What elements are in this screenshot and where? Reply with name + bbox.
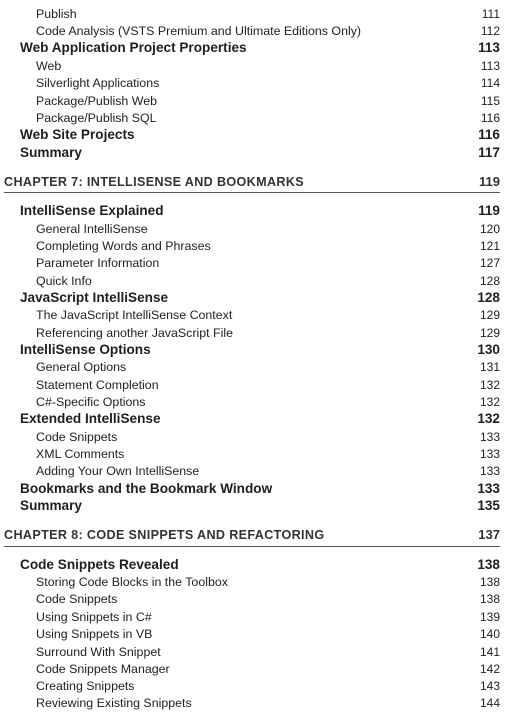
section-entry <box>0 410 506 428</box>
entry-title: Using Snippets in C# <box>36 610 152 624</box>
entry-title: Silverlight Applications <box>36 76 160 90</box>
entry-page-number: 133 <box>479 430 500 444</box>
subsection-entry <box>0 428 506 446</box>
entry-page-number: 117 <box>478 145 500 160</box>
subsection-entry <box>0 272 506 290</box>
entry-page-number: 116 <box>478 127 500 142</box>
entry-page-number: 113 <box>478 40 500 55</box>
section-entry <box>0 480 506 498</box>
entry-title: Using Snippets in VB <box>36 627 153 641</box>
subsection-entry <box>0 220 506 238</box>
entry-title: CHAPTER 8: CODE SNIPPETS AND REFACTORING <box>4 528 325 542</box>
section-entry <box>0 497 506 515</box>
entry-page-number: 142 <box>479 662 500 676</box>
entry-page-number: 115 <box>480 94 500 108</box>
subsection-entry <box>0 306 506 324</box>
section-entry <box>0 202 506 220</box>
subsection-entry <box>0 109 506 127</box>
subsection-entry <box>0 694 506 712</box>
entry-title: CHAPTER 7: INTELLISENSE AND BOOKMARKS <box>4 175 305 189</box>
entry-page-number: 143 <box>479 679 500 693</box>
subsection-entry <box>0 573 506 591</box>
entry-page-number: 141 <box>479 645 500 659</box>
entry-page-number: 111 <box>481 7 500 21</box>
entry-page-number: 131 <box>479 360 500 374</box>
entry-title: Publish <box>36 7 77 21</box>
entry-title: Package/Publish Web <box>36 94 157 108</box>
entry-page-number: 144 <box>479 696 500 710</box>
entry-page-number: 119 <box>479 174 500 189</box>
entry-title: Completing Words and Phrases <box>36 239 211 253</box>
entry-page-number: 133 <box>477 481 500 496</box>
section-entry <box>0 556 506 574</box>
entry-page-number: 129 <box>479 326 500 340</box>
entry-title: IntelliSense Explained <box>20 203 164 218</box>
entry-title: Extended IntelliSense <box>20 411 161 426</box>
entry-title: Statement Completion <box>36 378 159 392</box>
subsection-entry <box>0 393 506 411</box>
subsection-entry <box>0 445 506 463</box>
entry-page-number: 119 <box>478 203 500 218</box>
entry-title: IntelliSense Options <box>20 342 151 357</box>
entry-title: Code Analysis (VSTS Premium and Ultimate Editions Only) <box>36 24 362 38</box>
entry-title: Code Snippets Revealed <box>20 557 179 572</box>
entry-page-number: 128 <box>477 290 500 305</box>
subsection-entry <box>0 22 506 40</box>
subsection-entry <box>0 92 506 110</box>
entry-title: C#-Specific Options <box>36 395 146 409</box>
entry-title: Web Site Projects <box>20 127 135 142</box>
section-entry <box>0 341 506 359</box>
entry-page-number: 132 <box>479 395 500 409</box>
subsection-entry <box>0 590 506 608</box>
entry-title: Package/Publish SQL <box>36 111 157 125</box>
subsection-entry <box>0 5 506 23</box>
entry-title: Summary <box>20 498 82 513</box>
chapter-heading <box>0 173 506 191</box>
entry-title: Reviewing Existing Snippets <box>36 696 192 710</box>
chapter-divider <box>4 192 500 193</box>
entry-title: General Options <box>36 360 127 374</box>
entry-title: Code Snippets <box>36 430 118 444</box>
entry-title: Creating Snippets <box>36 679 135 693</box>
entry-page-number: 121 <box>479 239 500 253</box>
subsection-entry <box>0 462 506 480</box>
subsection-entry <box>0 254 506 272</box>
section-entry <box>0 126 506 144</box>
entry-page-number: 114 <box>480 76 500 90</box>
chapter-heading <box>0 526 506 544</box>
entry-title: XML Comments <box>36 447 125 461</box>
entry-page-number: 112 <box>480 24 500 38</box>
section-entry <box>0 144 506 162</box>
entry-page-number: 135 <box>477 498 500 513</box>
subsection-entry <box>0 324 506 342</box>
entry-title: JavaScript IntelliSense <box>20 290 169 305</box>
subsection-entry <box>0 74 506 92</box>
entry-title: Web <box>36 59 62 73</box>
subsection-entry <box>0 358 506 376</box>
entry-title: Storing Code Blocks in the Toolbox <box>36 575 228 589</box>
subsection-entry <box>0 608 506 626</box>
entry-title: Adding Your Own IntelliSense <box>36 464 200 478</box>
entry-title: Summary <box>20 145 82 160</box>
entry-page-number: 138 <box>479 575 500 589</box>
entry-page-number: 138 <box>477 557 500 572</box>
entry-page-number: 137 <box>478 527 500 542</box>
entry-title: Parameter Information <box>36 256 160 270</box>
entry-page-number: 113 <box>480 59 500 73</box>
entry-page-number: 128 <box>479 274 500 288</box>
entry-page-number: 132 <box>479 378 500 392</box>
entry-page-number: 129 <box>479 308 500 322</box>
entry-title: Quick Info <box>36 274 92 288</box>
entry-title: Bookmarks and the Bookmark Window <box>20 481 273 496</box>
entry-page-number: 133 <box>479 464 500 478</box>
entry-title: General IntelliSense <box>36 222 148 236</box>
entry-page-number: 140 <box>479 627 500 641</box>
entry-page-number: 130 <box>477 342 500 357</box>
subsection-entry <box>0 677 506 695</box>
entry-page-number: 133 <box>479 447 500 461</box>
subsection-entry <box>0 660 506 678</box>
entry-page-number: 138 <box>479 592 500 606</box>
subsection-entry <box>0 643 506 661</box>
entry-page-number: 116 <box>480 111 500 125</box>
section-entry <box>0 289 506 307</box>
entry-page-number: 132 <box>477 411 500 426</box>
entry-title: Web Application Project Properties <box>20 40 247 55</box>
entry-page-number: 120 <box>479 222 500 236</box>
entry-title: Code Snippets Manager <box>36 662 170 676</box>
entry-title: The JavaScript IntelliSense Context <box>36 308 233 322</box>
entry-page-number: 127 <box>479 256 500 270</box>
entry-title: Referencing another JavaScript File <box>36 326 233 340</box>
subsection-entry <box>0 57 506 75</box>
entry-page-number: 139 <box>479 610 500 624</box>
subsection-entry <box>0 237 506 255</box>
subsection-entry <box>0 376 506 394</box>
subsection-entry <box>0 625 506 643</box>
chapter-divider <box>4 546 500 547</box>
entry-title: Code Snippets <box>36 592 118 606</box>
entry-title: Surround With Snippet <box>36 645 161 659</box>
section-entry <box>0 39 506 57</box>
